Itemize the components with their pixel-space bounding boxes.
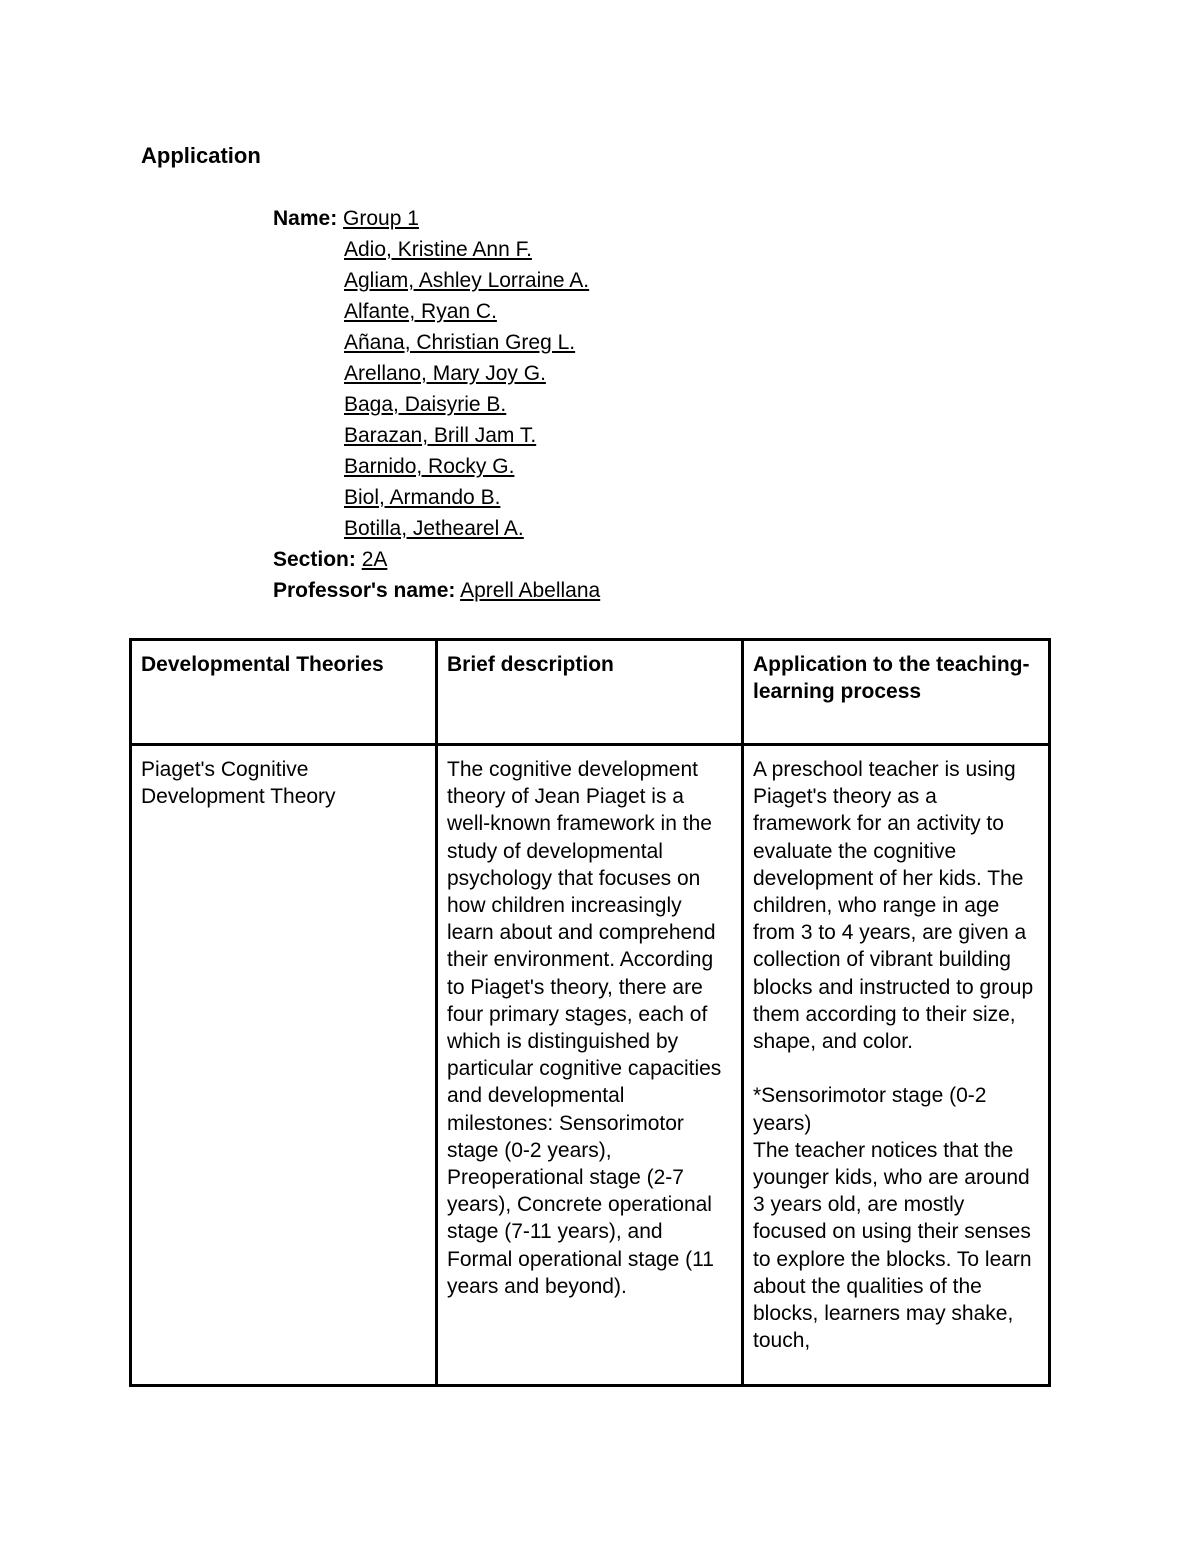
student-info [273, 203, 600, 606]
table-row [131, 745, 1050, 1386]
page-title: Application [141, 143, 261, 168]
theory-cell: Piaget's Cognitive Development Theory [131, 745, 437, 1386]
member-list [273, 234, 600, 544]
table-header-row [131, 640, 1050, 745]
column-header-theories: Developmental Theories [131, 640, 437, 745]
application-detail: The teacher notices that the younger kids, who are around 3 years old, are mostly focused on using their senses to explore the blocks. To learn about the qualities of the blocks, learners may shake, touch, [753, 1138, 1032, 1353]
application-intro: A preschool teacher is using Piaget's theory as a framework for an activity to evaluate the cognitive development of her kids. The children, who range in age from 3 to 4 years, are given a collection of vibrant building blocks and instructed to group them according to their size, shape, and color. [753, 758, 1034, 1054]
column-header-description: Brief description [437, 640, 743, 745]
list-item: Botilla, Jethearel A. [344, 517, 524, 540]
list-item: Baga, Daisyrie B. [344, 393, 507, 416]
professor-label: Professor's name: [273, 579, 456, 602]
list-item: Añana, Christian Greg L. [344, 331, 576, 354]
name-label: Name: [273, 207, 338, 230]
name-line [273, 203, 600, 234]
group-name: Group 1 [343, 207, 419, 230]
list-item: Agliam, Ashley Lorraine A. [344, 269, 590, 292]
section-line [273, 544, 600, 575]
section-label: Section: [273, 548, 356, 571]
list-item: Adio, Kristine Ann F. [344, 238, 532, 261]
description-cell: The cognitive development theory of Jean Piaget is a well-known framework in the study of developmental psychology that focuses on how children increasingly learn about and comprehend their environment. According to Piaget's theory, there are four primary stages, each of which is distinguished by particular cognitive capacities and developmental milestones: Sensorimotor stage (0-2 years), Preoperational stage (2-7 years), Concrete operational stage (7-11 years), and Formal operational stage (11 years and beyond). [437, 745, 743, 1386]
application-stage: *Sensorimotor stage (0-2 years) [753, 1084, 987, 1135]
list-item: Barazan, Brill Jam T. [344, 424, 537, 447]
column-header-application: Application to the teaching-learning process [743, 640, 1050, 745]
professor-value: Aprell Abellana [460, 579, 601, 602]
list-item: Barnido, Rocky G. [344, 455, 515, 478]
application-cell [743, 745, 1050, 1386]
paragraph-gap [753, 1055, 1039, 1082]
professor-line [273, 575, 600, 606]
list-item: Alfante, Ryan C. [344, 300, 497, 323]
list-item: Arellano, Mary Joy G. [344, 362, 546, 385]
list-item: Biol, Armando B. [344, 486, 501, 509]
section-value: 2A [361, 548, 388, 571]
theories-table [129, 638, 1051, 1387]
